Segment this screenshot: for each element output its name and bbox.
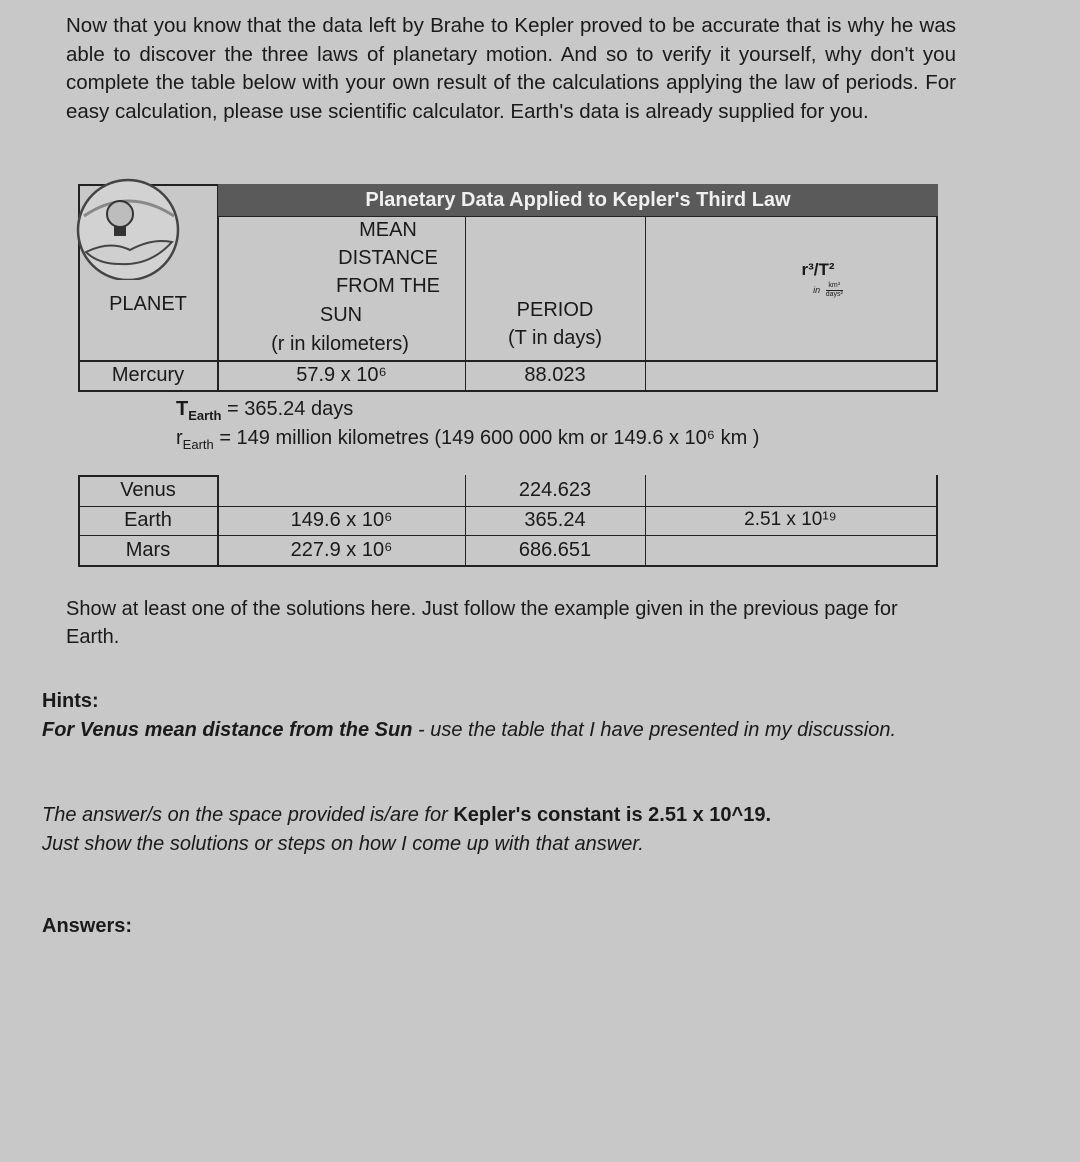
hints-title: Hints: [42,690,99,712]
t-subscript: Earth [188,408,222,423]
t-earth-value: = 365.24 days [227,398,354,420]
kepler-data-table [78,184,938,567]
answers-label: Answers: [42,915,133,937]
table-row-mars-planet: Mars [125,539,171,561]
header-planet: PLANET [109,293,187,315]
earth-distance-note [176,427,936,452]
table-row-earth-planet: Earth [124,509,172,531]
constant-bold: Kepler's constant is 2.51 x 10^19. [453,804,772,826]
ratio-unit-numerator: km³ [826,282,843,291]
hints-bold-part: For Venus mean distance from the Sun [42,719,413,741]
header-period-line-1: PERIOD [516,299,594,321]
table-row-venus-period: 224.623 [518,479,592,501]
header-ratio-unit [798,282,858,299]
header-distance-line-3: FROM THE [335,275,441,297]
header-ratio: r³/T² [801,260,835,279]
header-distance-line-2: DISTANCE [338,247,438,269]
lightbulb-hand-logo-icon [70,176,190,280]
constant-pre: The answer/s on the space provided is/are for [42,804,454,826]
show-solutions-instruction: Show at least one of the solutions here. Just follow the example given in the previous page for Earth. [66,598,898,648]
table-row-mars-distance: 227.9 x 10⁶ [290,539,393,561]
header-distance-line-1: MEAN [359,219,417,241]
earth-period-note [176,398,916,423]
header-distance-line-5: (r in kilometers) [271,333,409,355]
r-subscript: Earth [182,437,214,452]
table-row-earth-distance: 149.6 x 10⁶ [290,509,393,531]
r-earth-value: = 149 million kilometres (149 600 000 km or 149.6 x 10⁶ km ) [219,427,760,449]
table-title: Planetary Data Applied to Kepler's Third Law [218,184,938,216]
hints-rest: - use the table that I have presented in my discussion. [412,719,897,741]
kepler-constant-note [42,801,942,859]
intro-paragraph: Now that you know that the data left by Brahe to Kepler proved to be accurate that is why he was able to discover the three laws of planetary motion. And so to verify it yourself, why don't you complete the table below with your own result of the calculations applying the law of periods. For easy calculation, please use scientific calculator. Earth's data is already supplied for you. [66,14,956,123]
table-row-earth-ratio: 2.51 x 10¹⁹ [744,509,837,530]
r-symbol: r [176,427,183,449]
table-row-venus-planet: Venus [120,479,176,501]
table-row-earth-period: 365.24 [524,509,586,531]
table-row-mars-period: 686.651 [518,539,592,561]
hints-section [42,687,942,745]
header-distance-line-4: SUN [319,304,363,326]
ratio-unit-denominator: days² [825,291,843,298]
table-row-mercury-distance: 57.9 x 10⁶ [296,364,387,386]
header-period-line-2: (T in days) [507,327,603,349]
table-row-mercury-period: 88.023 [524,364,586,386]
hints-text [42,716,942,745]
t-symbol: T [176,398,189,420]
constant-line2: Just show the solutions or steps on how I come up with that answer. [42,833,644,855]
ratio-unit-prefix: in [813,284,821,295]
table-row-mercury-planet: Mercury [111,364,185,386]
